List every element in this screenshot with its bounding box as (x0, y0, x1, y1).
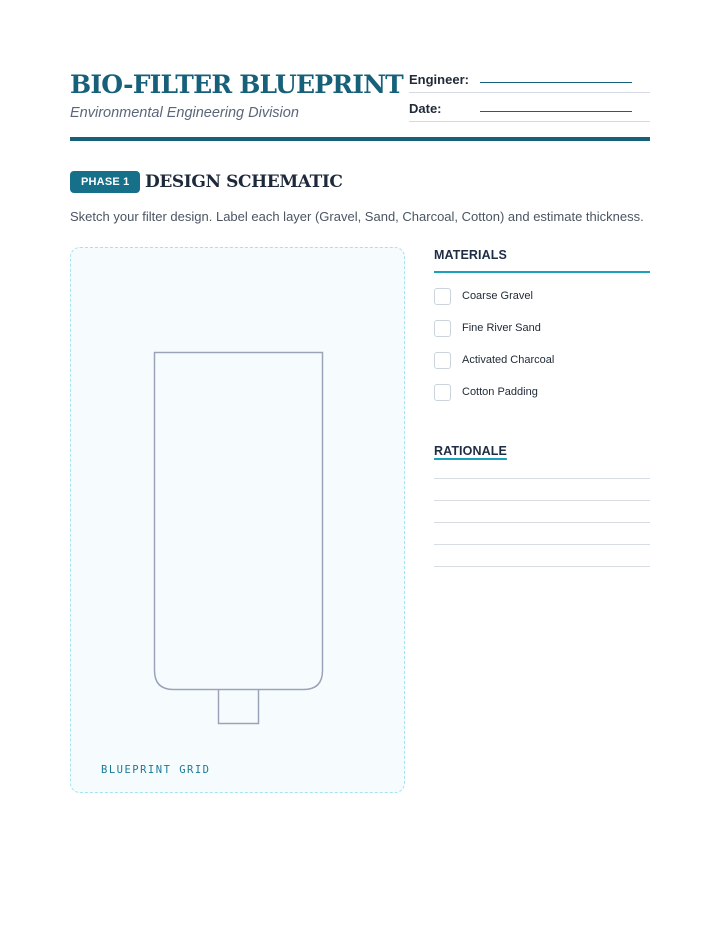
document-title: BIO-FILTER BLUEPRINT (70, 70, 403, 99)
phase-badge: PHASE 1 (70, 171, 140, 193)
section-instructions: Sketch your filter design. Label each layer (Gravel, Sand, Charcoal, Cotton) and estimate thickness. (70, 209, 644, 224)
material-item-cotton-padding[interactable] (434, 384, 650, 402)
rationale-heading: RATIONALE (434, 444, 507, 458)
rationale-line[interactable] (434, 478, 650, 479)
material-item-coarse-gravel[interactable] (434, 288, 650, 306)
date-row (409, 99, 650, 122)
checkbox[interactable] (434, 352, 451, 369)
engineer-row (409, 70, 650, 93)
header-divider (70, 137, 650, 141)
document-subtitle: Environmental Engineering Division (70, 105, 299, 121)
sketch-area[interactable] (70, 247, 405, 793)
rationale-line[interactable] (434, 522, 650, 523)
materials-heading: MATERIALS (434, 248, 507, 262)
rationale-line[interactable] (434, 500, 650, 501)
material-label: Fine River Sand (462, 322, 541, 334)
checkbox[interactable] (434, 384, 451, 401)
engineer-label: Engineer: (409, 72, 469, 87)
material-item-activated-charcoal[interactable] (434, 352, 650, 370)
filter-outline-drawing (71, 248, 404, 792)
filter-body-outline (155, 353, 323, 690)
rationale-line[interactable] (434, 566, 650, 567)
material-item-fine-river-sand[interactable] (434, 320, 650, 338)
materials-divider (434, 271, 650, 273)
material-label: Cotton Padding (462, 386, 538, 398)
engineer-field[interactable] (480, 82, 632, 83)
date-field[interactable] (480, 111, 632, 112)
date-label: Date: (409, 101, 442, 116)
blueprint-grid-label: BLUEPRINT GRID (101, 764, 211, 776)
section-title: DESIGN SCHEMATIC (145, 172, 343, 192)
material-label: Coarse Gravel (462, 290, 533, 302)
filter-spout-outline (219, 690, 259, 724)
checkbox[interactable] (434, 288, 451, 305)
checkbox[interactable] (434, 320, 451, 337)
rationale-line[interactable] (434, 544, 650, 545)
material-label: Activated Charcoal (462, 354, 555, 366)
